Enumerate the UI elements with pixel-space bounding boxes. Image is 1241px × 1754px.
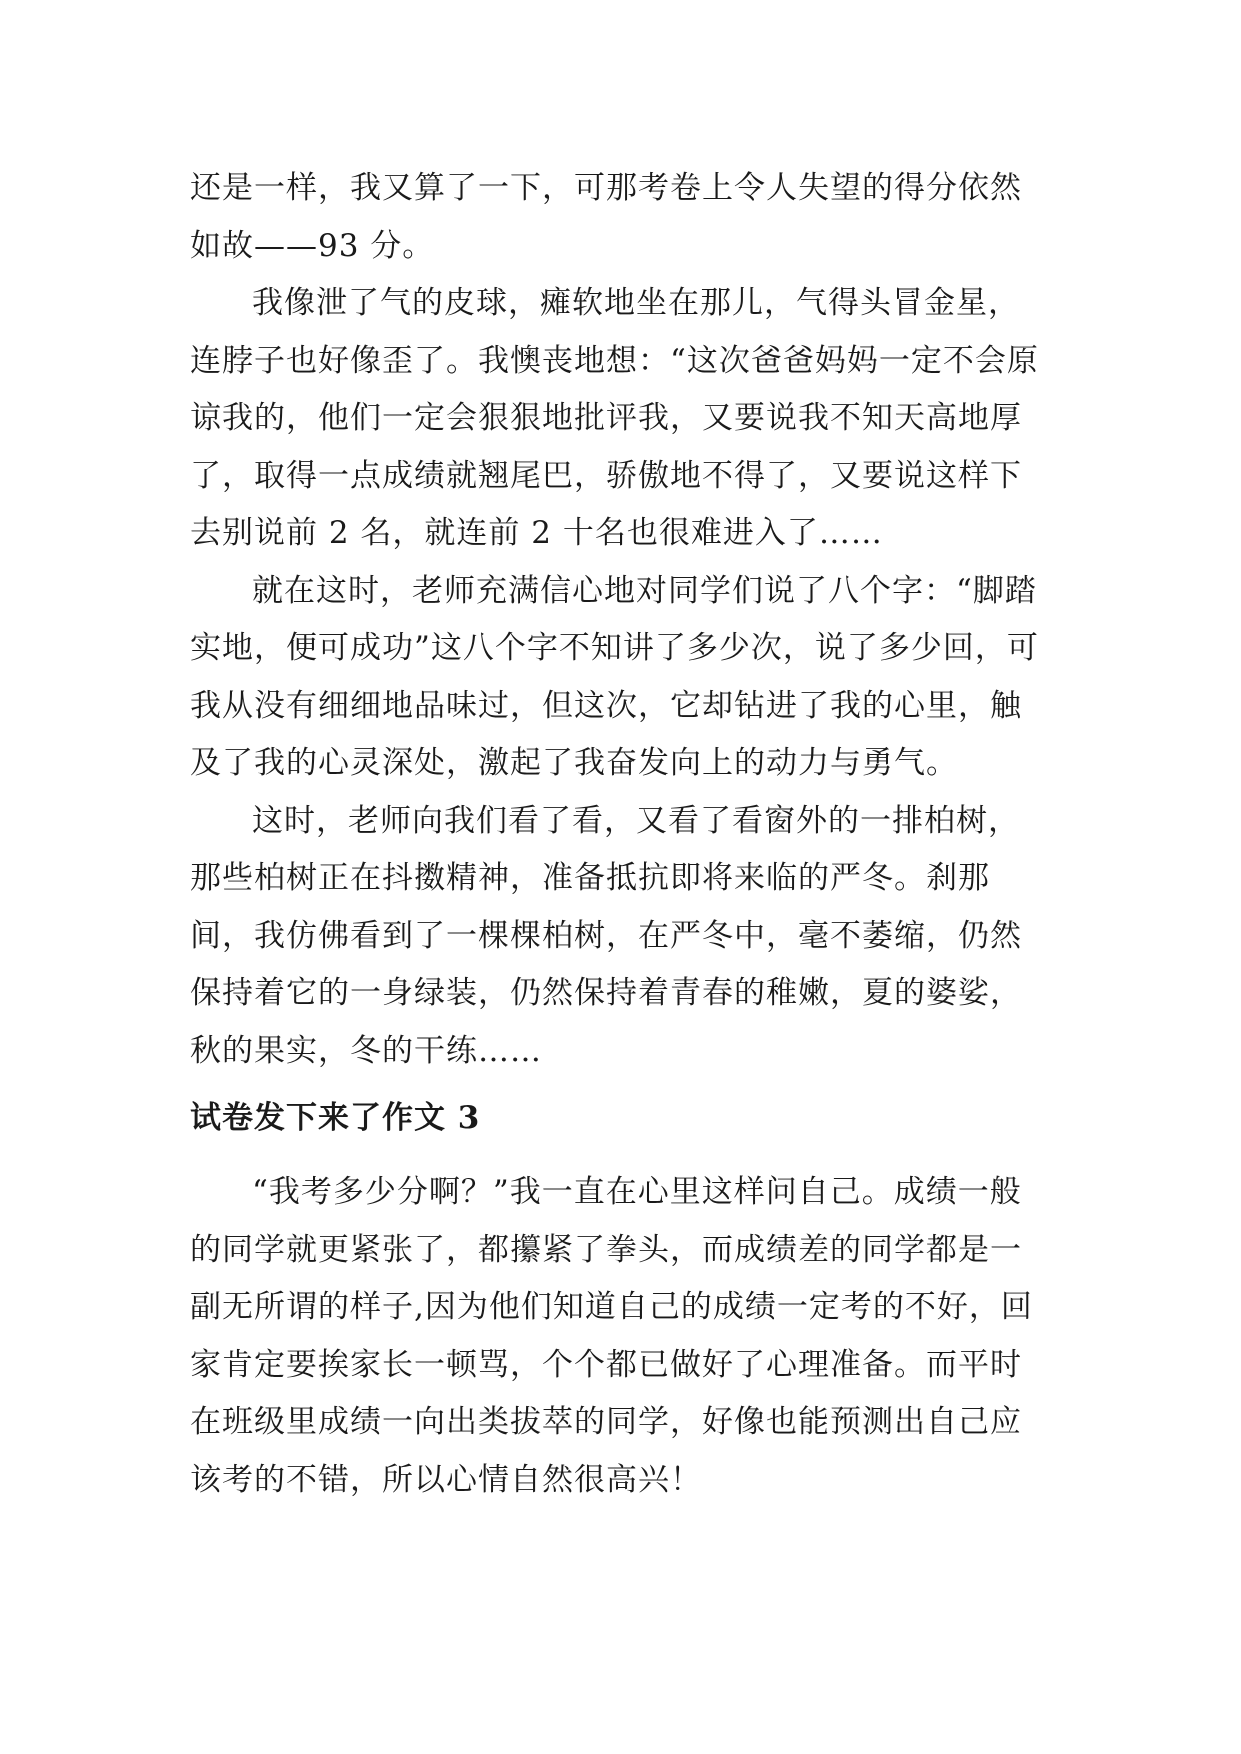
paragraph-cypress-trees: 这时，老师向我们看了看，又看了看窗外的一排柏树，那些柏树正在抖擞精神，准备抵抗即将来临的严冬。刹那间，我仿佛看到了一棵棵柏树，在严冬中，毫不萎缩，仍然保持着它的一身绿装，仍然保持着青春的稚嫩，夏的婆娑，秋的果实，冬的干练…… <box>190 802 1022 1069</box>
essay-continuation <box>190 160 1050 1080</box>
essay-title: 试卷发下来了作文 3 <box>190 1100 481 1136</box>
paragraph-waiting-for-score: “我考多少分啊？”我一直在心里这样问自己。成绩一般的同学就更紧张了，都攥紧了拳头，而成绩差的同学都是一副无所谓的样子,因为他们知道自己的成绩一定考的不好，回家肯定要挨家长一顿骂，个个都已做好了心理准备。而平时在班级里成绩一向出类拔萃的同学，好像也能预测出自己应该考的不错，所以心情自然很高兴！ <box>190 1174 1033 1498</box>
essay-three-body <box>190 1164 1050 1509</box>
paragraph-disappointment: 我像泄了气的皮球，瘫软地坐在那儿，气得头冒金星，连脖子也好像歪了。我懊丧地想：“这次爸爸妈妈一定不会原谅我的，他们一定会狠狠地批评我，又要说我不知天高地厚了，取得一点成绩就翘尾巴，骄傲地不得了，又要说这样下去别说前 2 名，就连前 2 十名也很难进入了…… <box>190 285 1039 551</box>
paragraph-teacher-words: 就在这时，老师充满信心地对同学们说了八个字：“脚踏实地，便可成功”这八个字不知讲了多少次，说了多少回，可我从没有细细地品味过，但这次，它却钻进了我的心里，触及了我的心灵深处，激起了我奋发向上的动力与勇气。 <box>190 572 1039 781</box>
paragraph-score-result: 还是一样，我又算了一下，可那考卷上令人失望的得分依然如故——93 分。 <box>190 170 1022 264</box>
